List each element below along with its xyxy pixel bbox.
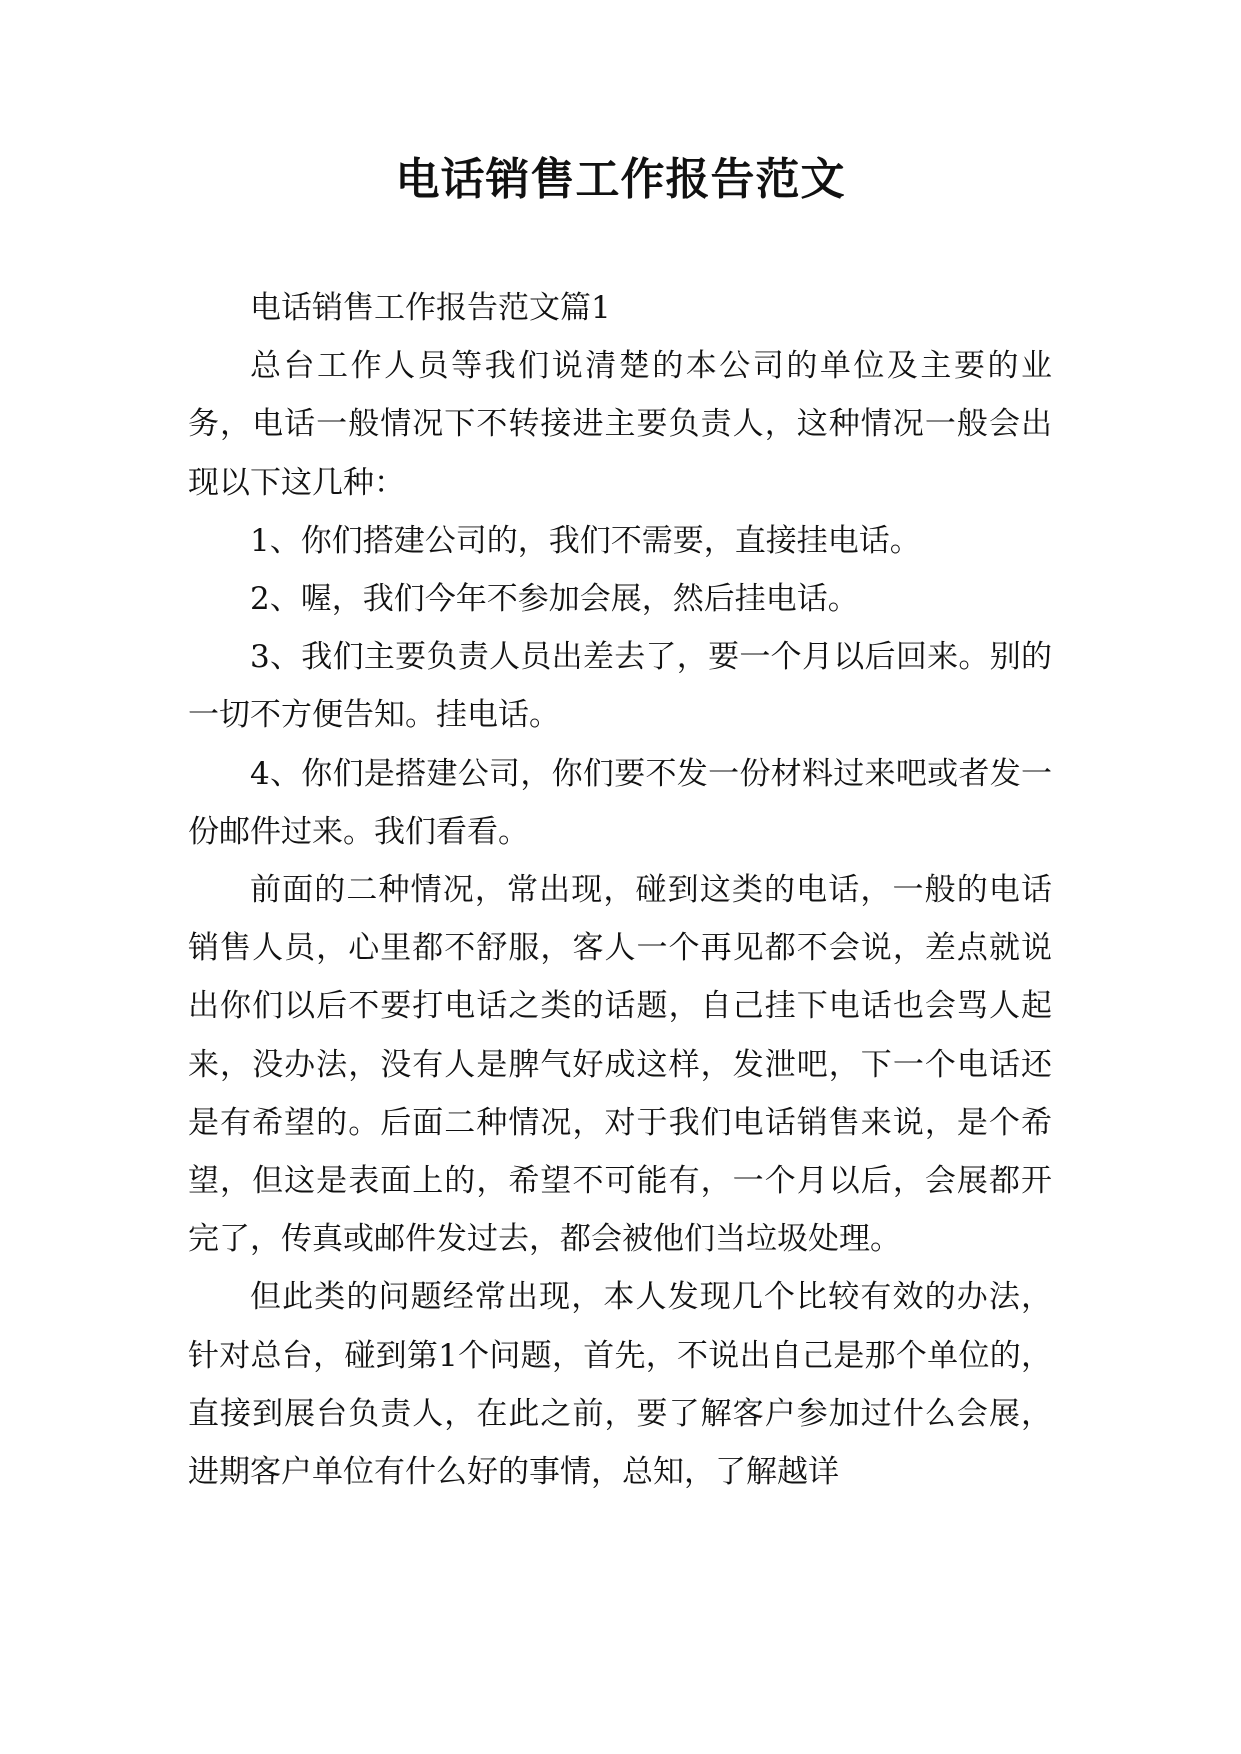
document-title: 电话销售工作报告范文	[395, 154, 846, 205]
list-item-1: 1、你们搭建公司的，我们不需要，直接挂电话。	[250, 522, 921, 559]
document-body	[188, 279, 1052, 1501]
list-item-2: 2、喔，我们今年不参加会展，然后挂电话。	[250, 581, 859, 618]
list-item-4: 4、你们是搭建公司，你们要不发一份材料过来吧或者发一份邮件过来。我们看看。	[188, 755, 1052, 850]
paragraph-analysis: 前面的二种情况，常出现，碰到这类的电话，一般的电话销售人员，心里都不舒服，客人一个再见都不会说，差点就说出你们以后不要打电话之类的话题，自己挂下电话也会骂人起来，没办法，没有人是脾气好成这样，发泄吧，下一个电话还是有希望的。后面二种情况，对于我们电话销售来说，是个希望，但这是表面上的，希望不可能有，一个月以后，会展都开完了，传真或邮件发过去，都会被他们当垃圾处理。	[188, 872, 1052, 1258]
list-item-3: 3、我们主要负责人员出差去了，要一个月以后回来。别的一切不方便告知。挂电话。	[188, 639, 1052, 734]
paragraph-intro: 总台工作人员等我们说清楚的本公司的单位及主要的业务，电话一般情况下不转接进主要负责人，这种情况一般会出现以下这几种：	[188, 348, 1052, 501]
section-heading: 电话销售工作报告范文篇1	[250, 290, 611, 326]
paragraph-solution: 但此类的问题经常出现，本人发现几个比较有效的办法，针对总台，碰到第1个问题，首先，不说出自己是那个单位的，直接到展台负责人，在此之前，要了解客户参加过什么会展，进期客户单位有什么好的事情，总知，了解越详	[188, 1279, 1052, 1491]
